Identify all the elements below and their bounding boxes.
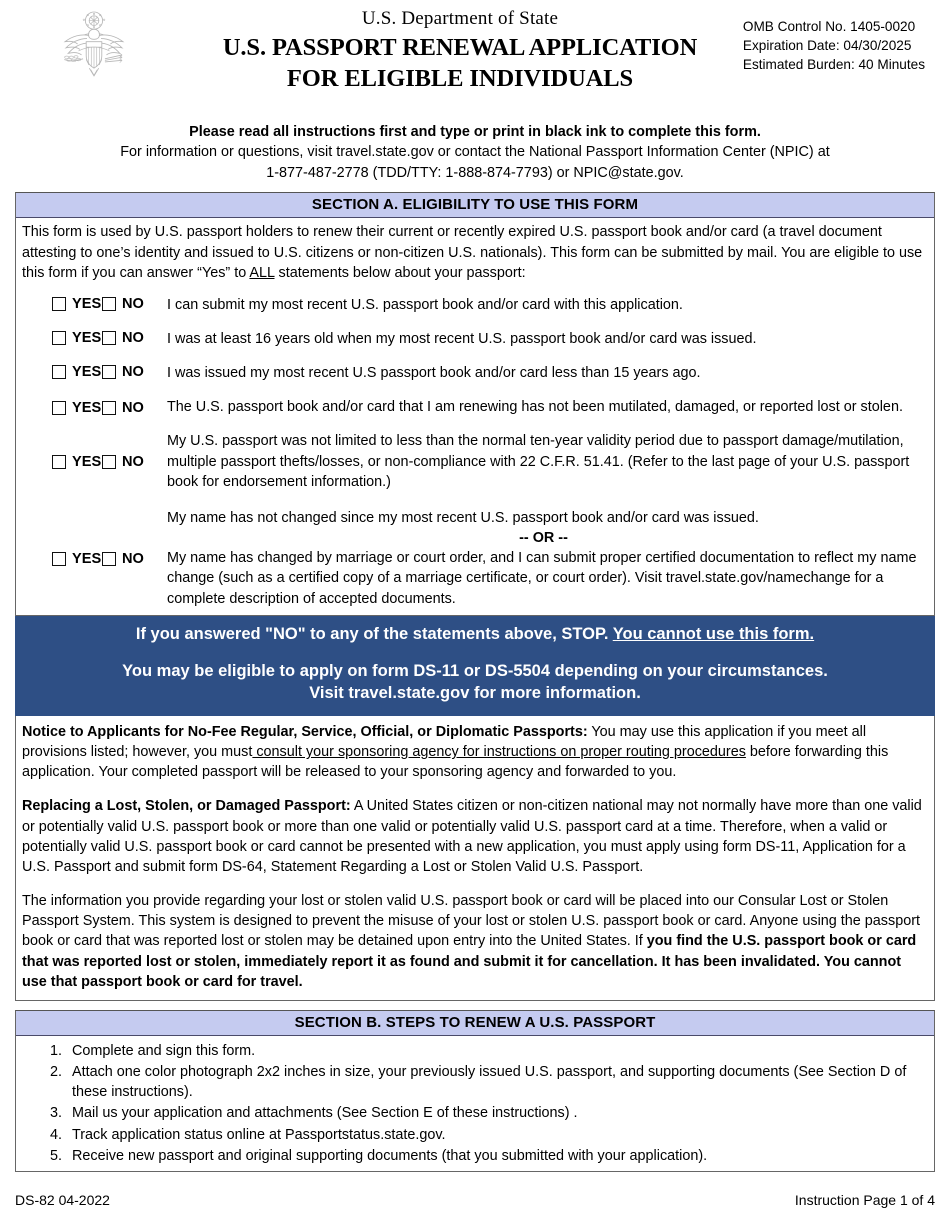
department-name: U.S. Department of State: [361, 8, 559, 29]
section-a-intro-all: ALL: [249, 264, 275, 281]
omb-control-number: OMB Control No. 1405-0020: [742, 19, 916, 34]
intro-line-2: For information or questions, visit travel.state.gov or contact the National Passport Information Center (NPIC) at: [120, 144, 830, 161]
intro-instructions: [15, 122, 935, 183]
eligibility-row: [22, 431, 928, 491]
yes-label: YES: [72, 399, 102, 416]
no-checkbox-4[interactable]: [102, 400, 167, 416]
form-footer: [15, 1192, 935, 1208]
yes-no-group: [22, 363, 167, 380]
section-b-heading: SECTION B. STEPS TO RENEW A U.S. PASSPORT: [16, 1011, 934, 1036]
or-divider: -- OR --: [519, 530, 568, 547]
no-label: NO: [122, 550, 144, 567]
section-b-box: [15, 1010, 935, 1172]
stop-banner-line-3: Visit travel.state.gov for more information.: [309, 683, 641, 702]
title-block: [175, 8, 745, 95]
yes-label: YES: [72, 550, 102, 567]
checkbox-icon[interactable]: [52, 365, 66, 379]
no-label: NO: [122, 454, 144, 471]
checkbox-icon[interactable]: [52, 297, 66, 311]
form-title: [175, 32, 745, 95]
checkbox-icon[interactable]: [102, 331, 116, 345]
eligibility-row: [22, 295, 928, 315]
yes-no-group: [22, 550, 167, 567]
checkbox-icon[interactable]: [102, 455, 116, 469]
yes-label: YES: [72, 364, 102, 381]
yes-label: YES: [72, 329, 102, 346]
yes-label: YES: [72, 295, 102, 312]
form-header: [15, 0, 935, 110]
list-item: 5. Receive new passport and original supporting documents (that you submitted with your application).: [66, 1146, 924, 1166]
no-label: NO: [122, 364, 144, 381]
no-fee-notice-title: Notice to Applicants for No-Fee Regular, Service, Official, or Diplomatic Passports:: [22, 724, 588, 741]
checkbox-icon[interactable]: [102, 401, 116, 415]
checkbox-icon[interactable]: [52, 552, 66, 566]
yes-no-group: [22, 399, 167, 416]
section-a-intro-part1: This form is used by U.S. passport holders to renew their current or recently expired U.S. passport book and/or card (a travel document attesting to one’s identity and issued to U.S. citizens or non-citizen U.S. nationals). This form can be submitted by mail. You are eligible to use this form if you can answer “Yes” to: [22, 224, 923, 281]
stop-banner: [15, 616, 935, 716]
list-item: 3. Mail us your application and attachments (See Section E of these instructions) .: [66, 1103, 924, 1123]
clasp-notice-part1: The information you provide regarding your lost or stolen valid U.S. passport book or card will be placed into our Consular Lost or Stolen Passport System. This system is designed to prevent the misuse of your lost or stolen U.S. passport book or card. Anyone using the passport book or card that was reported lost or stolen may be detained upon entry into the United States. If: [22, 893, 920, 950]
eligibility-row: [22, 329, 928, 349]
name-unchanged-statement: My name has not changed since my most recent U.S. passport book and/or card was issued.: [167, 509, 759, 526]
yes-checkbox-3[interactable]: [22, 364, 102, 380]
omb-info: [743, 18, 925, 74]
no-checkbox-2[interactable]: [102, 330, 167, 346]
eligibility-row: [22, 397, 928, 417]
no-fee-notice-part1: You may use this application if you meet all provisions listed; however, you must: [22, 724, 867, 761]
section-a-body: [16, 218, 934, 614]
no-fee-notice-underlined: consult your sponsoring agency for instructions on proper routing procedures: [252, 744, 746, 761]
yes-no-group: [22, 295, 167, 312]
checkbox-icon[interactable]: [52, 331, 66, 345]
eligibility-statement-3: I was issued my most recent U.S passport book and/or card less than 15 years ago.: [167, 365, 701, 382]
yes-checkbox-5[interactable]: [22, 454, 102, 470]
form-title-line1: U.S. PASSPORT RENEWAL APPLICATION: [222, 34, 698, 61]
clasp-notice-bold: you find the U.S. passport book or card that was reported lost or stolen, immediately report it as found and submit it for cancellation. It has been invalidated. You cannot use that passport book or card for travel.: [22, 933, 917, 990]
eligibility-statement-1: I can submit my most recent U.S. passport book and/or card with this application.: [167, 296, 683, 313]
section-a-box: [15, 192, 935, 615]
yes-checkbox-1[interactable]: [22, 296, 102, 312]
intro-line-3: 1-877-487-2778 (TDD/TTY: 1-888-874-7793) or NPIC@state.gov.: [266, 164, 684, 181]
page-label: Instruction Page 1 of 4: [794, 1192, 935, 1208]
list-item: 1. Complete and sign this form.: [66, 1041, 924, 1061]
eligibility-row: [22, 508, 928, 609]
eligibility-statement-6: [167, 508, 928, 609]
intro-line-1: Please read all instructions first and type or print in black ink to complete this form.: [189, 124, 761, 140]
stop-banner-line-1: [26, 624, 924, 645]
checkbox-icon[interactable]: [52, 401, 66, 415]
renewal-steps-list: [20, 1041, 930, 1166]
yes-label: YES: [72, 454, 102, 471]
no-label: NO: [122, 329, 144, 346]
section-a-heading: SECTION A. ELIGIBILITY TO USE THIS FORM: [16, 193, 934, 218]
yes-no-group: [22, 329, 167, 346]
replacing-notice-title: Replacing a Lost, Stolen, or Damaged Passport:: [22, 798, 351, 815]
great-seal-icon: [55, 10, 133, 92]
eligibility-statement-5: My U.S. passport was not limited to less than the normal ten-year validity period due to passport damage/mutilation, multiple passport thefts/losses, or non-compliance with 22 C.F.R. 51.41. (Refer to the last page of your U.S. passport book for endorsement information.): [167, 433, 910, 490]
no-checkbox-3[interactable]: [102, 364, 167, 380]
yes-checkbox-2[interactable]: [22, 330, 102, 346]
stop-banner-underlined: You cannot use this form.: [612, 624, 815, 643]
eligibility-statement-4: The U.S. passport book and/or card that I am renewing has not been mutilated, damaged, or reported lost or stolen.: [167, 399, 903, 416]
form-title-line2: FOR ELIGIBLE INDIVIDUALS: [286, 65, 634, 93]
stop-banner-spacer: [26, 645, 924, 661]
list-item: 4. Track application status online at Passportstatus.state.gov.: [66, 1125, 924, 1145]
name-changed-statement: My name has changed by marriage or court order, and I can submit proper certified documentation to reflect my name change (such as a certified copy of a marriage certificate, or court order). Visit travel.state.gov/namechange for a complete description of accepted documents.: [167, 550, 917, 607]
form-id: DS-82 04-2022: [15, 1192, 110, 1208]
yes-no-group: [22, 453, 167, 470]
notices-box: [15, 716, 935, 1001]
replacing-notice-body: A United States citizen or non-citizen national may not normally have more than one valid or potentially valid U.S. passport book or more than one valid or potentially valid U.S. passport card at a time. Therefore, when a valid or potentially valid U.S. passport book or card cannot be presented with a new application, you must apply using form DS-11, Application for a U.S. Passport and submit form DS-64, Statement Regarding a Lost or Stolen Valid U.S. Passport.: [22, 798, 922, 875]
no-label: NO: [122, 295, 144, 312]
eligibility-row: [22, 363, 928, 383]
section-a-intro-part2: statements below about your passport:: [274, 264, 526, 281]
omb-expiration-date: Expiration Date: 04/30/2025: [742, 37, 912, 53]
replacing-passport-notice: [22, 796, 928, 877]
checkbox-icon[interactable]: [52, 455, 66, 469]
no-checkbox-5[interactable]: [102, 454, 167, 470]
no-fee-passport-notice: [22, 722, 928, 782]
list-item: 2. Attach one color photograph 2x2 inches in size, your previously issued U.S. passport, and supporting documents (See Section D of these instructions).: [66, 1062, 924, 1102]
no-checkbox-1[interactable]: [102, 296, 167, 312]
section-a-intro-paragraph: [22, 222, 928, 282]
clasp-notice: [22, 891, 928, 992]
section-b-body: [16, 1036, 934, 1171]
no-label: NO: [122, 399, 144, 416]
checkbox-icon[interactable]: [102, 365, 116, 379]
checkbox-icon[interactable]: [102, 552, 116, 566]
yes-checkbox-6[interactable]: [22, 551, 102, 567]
no-fee-notice-part2: before forwarding this application. Your completed passport will be released to your sponsoring agency and forwarded to you.: [22, 744, 889, 781]
checkbox-icon[interactable]: [102, 297, 116, 311]
eligibility-statement-2: I was at least 16 years old when my most recent U.S. passport book and/or card was issued.: [167, 330, 757, 347]
yes-checkbox-4[interactable]: [22, 400, 102, 416]
stop-banner-text: If you answered "NO" to any of the statements above, STOP.: [135, 624, 613, 643]
stop-banner-line-2: You may be eligible to apply on form DS-11 or DS-5504 depending on your circumstances.: [122, 662, 828, 681]
omb-estimated-burden: Estimated Burden: 40 Minutes: [742, 56, 925, 72]
no-checkbox-6[interactable]: [102, 551, 167, 567]
